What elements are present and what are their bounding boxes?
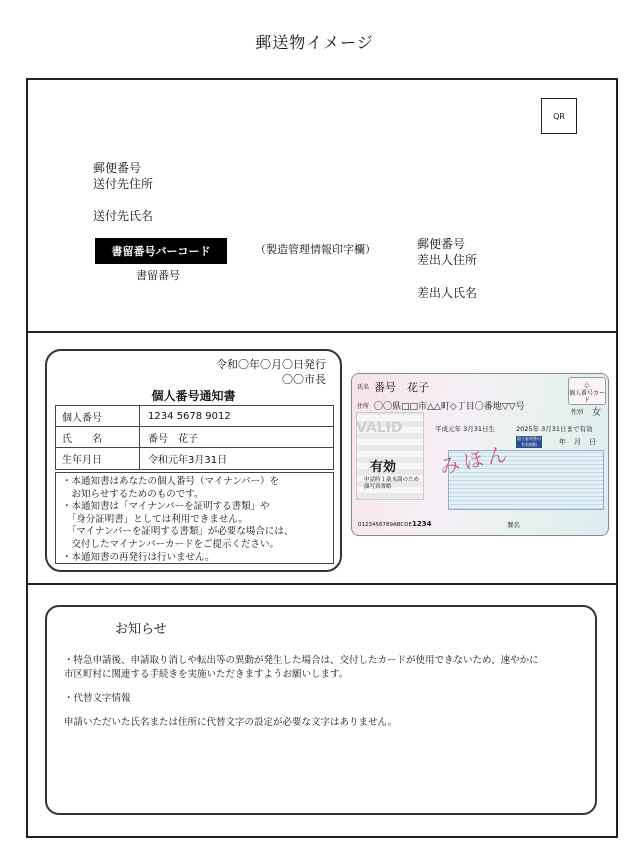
card-date-fields: 年月日 <box>559 438 604 446</box>
info-para-line: ・特急申請後、申請取り消しや転出等の異動が発生した場合は、交付したカードが使用できないため、速やかに <box>64 655 539 666</box>
card-gender-label: 性別 <box>571 409 584 416</box>
registered-number-label: 書留番号 <box>136 269 180 282</box>
notice-issue-date: 令和〇年〇月〇日発行 <box>216 358 326 371</box>
qr-code: QR <box>541 98 577 134</box>
card-address: 〇〇県□□市△△町◇丁目〇番地▽▽号 <box>374 402 525 412</box>
notice-table <box>55 405 334 470</box>
envelope-section <box>28 80 616 333</box>
notice-note-line: 交付したマイナンバーカードをご提示ください。 <box>62 538 279 550</box>
notice-value: 番号 花子 <box>148 433 198 445</box>
card-photo-note: 申請時１歳未満のため顔写真省略 <box>364 477 420 490</box>
notice-notes <box>55 472 334 564</box>
notice-note-line: 「身分証明書」としては利用できません。 <box>62 513 248 525</box>
notice-note-line: 「マイナンバーを証明する書類」が必要な場合には、 <box>62 526 294 538</box>
card-gender: 女 <box>592 408 602 418</box>
notification-letter <box>45 349 342 572</box>
sender-address-label: 差出人住所 <box>417 253 478 267</box>
card-birthdate: 平成元年 3月31日生 <box>435 425 495 433</box>
card-sample-stamp: みほん <box>437 440 514 480</box>
my-number-card <box>351 373 609 536</box>
notice-value: 令和元年3月31日 <box>148 455 228 466</box>
notice-note-line: お知らせするためのものです。 <box>62 488 204 500</box>
notice-issue-block <box>216 357 326 387</box>
card-logo-icon <box>568 377 606 405</box>
info-box <box>45 605 597 815</box>
sender-name-label: 差出人氏名 <box>417 286 478 300</box>
notice-issuer: 〇〇市長 <box>282 373 326 386</box>
card-cert-sticker: 電子証明書の有効期限 <box>517 436 541 447</box>
card-name-label: 氏名 <box>357 384 370 391</box>
notice-row-number <box>56 406 333 427</box>
rabbit-mascot-icon: ♧ <box>583 381 591 390</box>
recipient-postal-label: 郵便番号 <box>93 161 142 175</box>
card-bottom-code: 0123456789ABCDE <box>358 522 412 528</box>
info-alt-chars-text: 申請いただいた氏名または住所に代替文字の設定が必要な文字はありません。 <box>64 717 398 728</box>
notice-row-name <box>56 427 333 448</box>
card-number: 1234 <box>412 520 432 528</box>
notice-value: 1234 5678 9012 <box>148 410 231 422</box>
info-section <box>28 585 616 836</box>
page-title: 郵送物イメージ <box>255 33 374 52</box>
notice-note-line: ・本通知書は「マイナンバーを証明する書類」や <box>62 501 270 513</box>
mail-frame <box>26 78 618 838</box>
notice-note-line: ・本通知書はあなたの個人番号（マイナンバー）を <box>62 476 280 487</box>
card-logo-text: 個人番号カード <box>569 390 606 404</box>
card-expiry: 2025年 3月31日まで有効 <box>516 425 593 433</box>
notice-title: 個人番号通知書 <box>151 389 236 403</box>
recipient-address-label: 送付先住所 <box>93 177 154 191</box>
notice-key: 生年月日 <box>56 448 140 469</box>
sender-postal-label: 郵便番号 <box>417 237 466 251</box>
info-alt-chars-heading: ・代替文字情報 <box>64 693 131 704</box>
card-signature-label: 署名 <box>507 521 520 529</box>
recipient-name-label: 送付先氏名 <box>93 209 154 223</box>
notice-note-line: ・本通知書の再発行は行いません。 <box>62 551 215 563</box>
contents-section <box>28 333 616 585</box>
card-valid-watermark: VALID <box>356 420 403 436</box>
notice-key: 氏 名 <box>56 427 140 447</box>
notice-row-birthdate <box>56 448 333 469</box>
info-title: お知らせ <box>115 622 167 637</box>
notice-key: 個人番号 <box>56 406 140 426</box>
manufacturing-info-field: （製造管理情報印字欄） <box>255 243 376 256</box>
card-address-label: 住所 <box>357 403 370 410</box>
registered-barcode: 書留番号バーコード <box>95 238 227 264</box>
card-valid-mark: 有効 <box>370 460 397 475</box>
info-para-line: 市区町村に関連する手続きを実施いただきますようお願いします。 <box>64 669 349 680</box>
card-name: 番号 花子 <box>374 381 429 394</box>
